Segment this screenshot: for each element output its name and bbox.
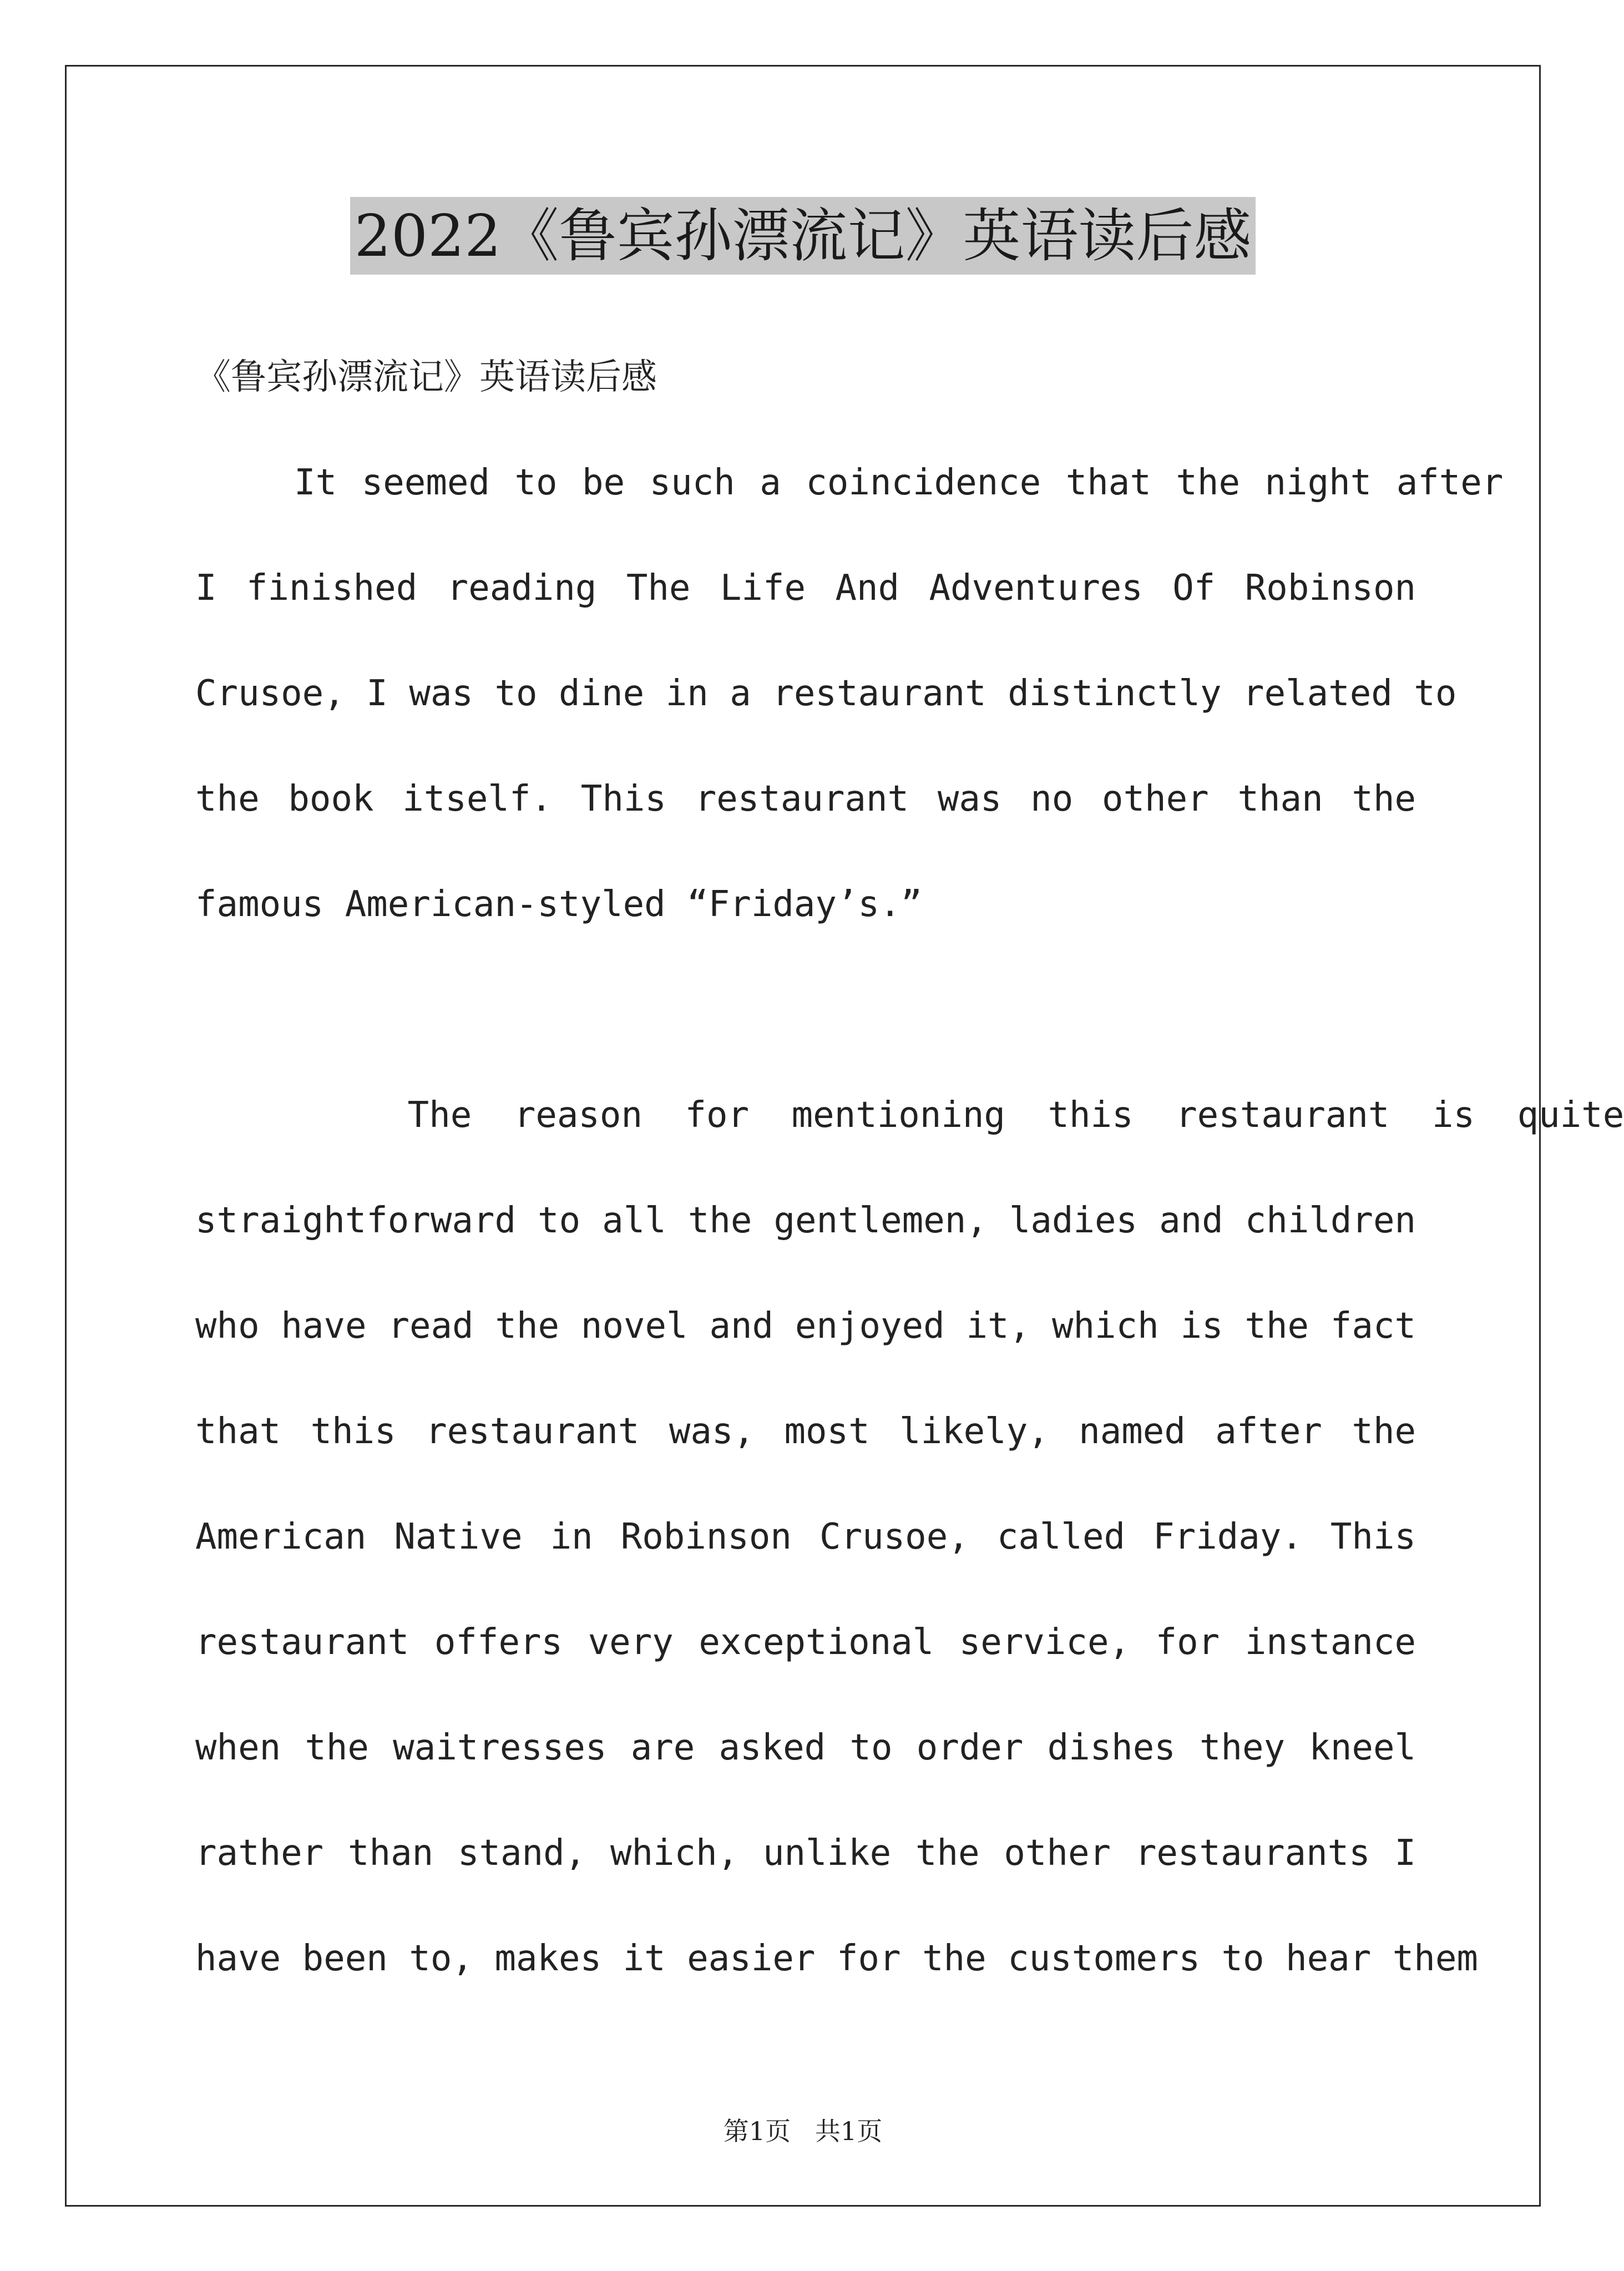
paragraph-2 <box>195 1088 1624 2036</box>
page-footer: 第1页 共1页 <box>723 2116 883 2146</box>
paragraph-line: restaurant offers very exceptional service, for instance <box>195 1622 1416 1663</box>
paragraph-line: It seemed to be such a coincidence that the night after <box>195 462 1504 503</box>
paragraph-1 <box>195 455 1504 982</box>
paragraph-line: rather than stand, which, unlike the other restaurants I <box>195 1833 1416 1874</box>
paragraph-line: who have read the novel and enjoyed it, which is the fact <box>195 1306 1416 1347</box>
paragraph-line: American Native in Robinson Crusoe, called Friday. This <box>195 1516 1416 1557</box>
paragraph-line: famous American-styled “Friday’s.” <box>195 884 923 925</box>
title-container <box>0 197 1606 275</box>
paragraph-line: Crusoe, I was to dine in a restaurant distinctly related to <box>195 673 1457 714</box>
paragraph-line: The reason for mentioning this restaurant is quite <box>195 1095 1624 1136</box>
paragraph-line: have been to, makes it easier for the customers to hear them <box>195 1938 1478 1979</box>
paragraph-line: when the waitresses are asked to order dishes they kneel <box>195 1727 1416 1768</box>
document-subtitle: 《鲁宾孙漂流记》英语读后感 <box>195 357 657 398</box>
paragraph-line: that this restaurant was, most likely, named after the <box>195 1411 1416 1452</box>
paragraph-line: the book itself. This restaurant was no other than the <box>195 778 1416 820</box>
document-title: 2022《鲁宾孙漂流记》英语读后感 <box>350 197 1256 275</box>
paragraph-line: I finished reading The Life And Adventures Of Robinson <box>195 568 1416 609</box>
paragraph-line: straightforward to all the gentlemen, ladies and children <box>195 1200 1416 1241</box>
